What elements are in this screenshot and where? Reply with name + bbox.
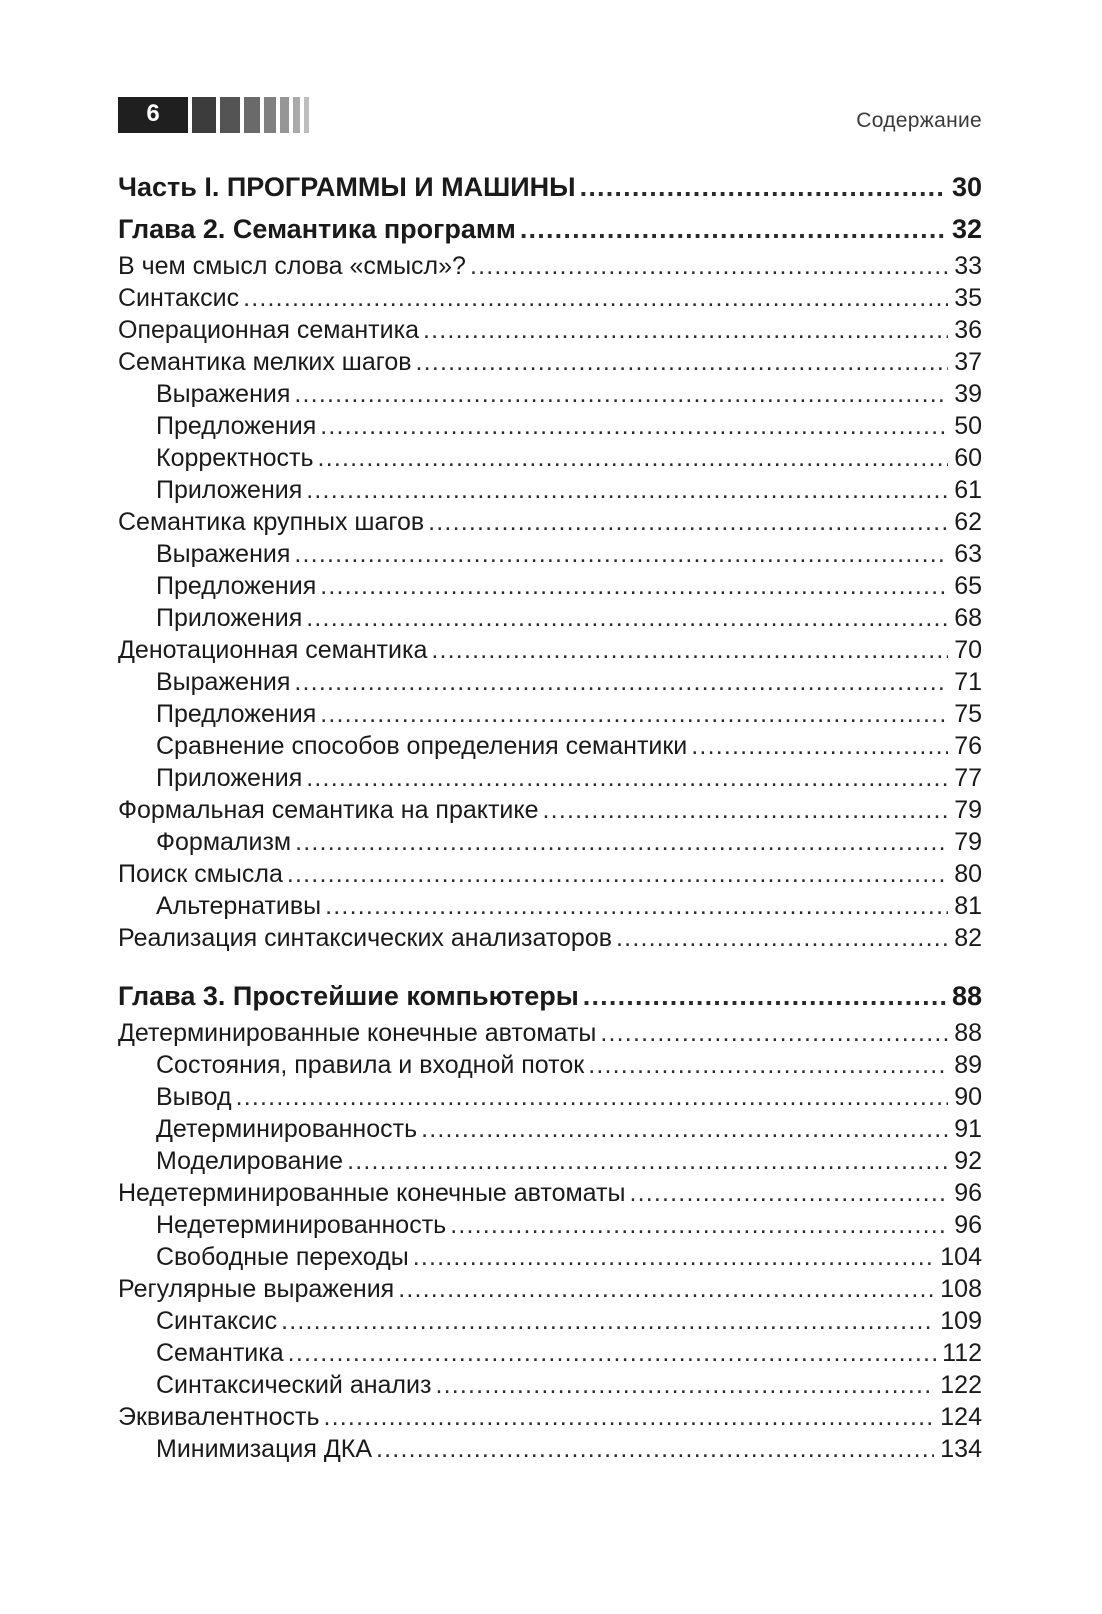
decorative-bar bbox=[293, 97, 300, 133]
dot-leader bbox=[288, 1337, 936, 1369]
toc-entry-page: 75 bbox=[954, 700, 982, 728]
toc-entry-title: Состояния, правила и входной поток bbox=[156, 1051, 585, 1079]
dot-leader bbox=[325, 890, 948, 922]
toc-entry-title: Выражения bbox=[156, 668, 291, 696]
toc-entry-title: Семантика крупных шагов bbox=[118, 508, 425, 536]
dot-leader bbox=[295, 826, 948, 858]
toc-entry[interactable] bbox=[118, 1369, 982, 1401]
decorative-bar bbox=[280, 97, 289, 133]
page-header bbox=[118, 97, 982, 133]
toc-entry-title: Реализация синтаксических анализаторов bbox=[118, 924, 613, 952]
dot-leader bbox=[580, 166, 946, 208]
dot-leader bbox=[320, 570, 948, 602]
toc-entry-title: Семантика bbox=[156, 1339, 284, 1367]
toc-entry-page: 109 bbox=[940, 1307, 982, 1335]
dot-leader bbox=[347, 1145, 948, 1177]
dot-leader bbox=[431, 634, 948, 666]
toc-entry-page: 71 bbox=[954, 668, 982, 696]
toc-entry-page: 70 bbox=[954, 636, 982, 664]
dot-leader bbox=[421, 1113, 948, 1145]
toc-entry-page: 62 bbox=[954, 508, 982, 536]
decorative-bar bbox=[192, 97, 216, 133]
toc-entry-page: 79 bbox=[954, 828, 982, 856]
dot-leader bbox=[470, 250, 948, 282]
toc-entry[interactable] bbox=[118, 1241, 982, 1273]
dot-leader bbox=[520, 208, 946, 250]
toc-entry[interactable] bbox=[118, 890, 982, 922]
dot-leader bbox=[398, 1273, 934, 1305]
toc-entry[interactable] bbox=[118, 474, 982, 506]
toc-entry-page: 79 bbox=[954, 796, 982, 824]
dot-leader bbox=[294, 378, 948, 410]
toc-chapter-entry[interactable] bbox=[118, 166, 982, 208]
toc-entry[interactable] bbox=[118, 922, 982, 954]
toc-entry-title: Недетерминированность bbox=[156, 1211, 447, 1239]
toc-entry[interactable] bbox=[118, 730, 982, 762]
toc-entry-title: Регулярные выражения bbox=[118, 1275, 395, 1303]
dot-leader bbox=[413, 1241, 935, 1273]
toc-entry-title: Корректность bbox=[156, 444, 314, 472]
dot-leader bbox=[435, 1369, 934, 1401]
toc-entry-page: 124 bbox=[940, 1403, 982, 1431]
toc-entry-title: Часть I. ПРОГРАММЫ И МАШИНЫ bbox=[118, 172, 576, 202]
toc-entry-page: 122 bbox=[940, 1371, 982, 1399]
toc-entry-page: 32 bbox=[951, 214, 982, 244]
toc-entry-title: Эквивалентность bbox=[118, 1403, 320, 1431]
toc-entry-title: Приложения bbox=[156, 604, 303, 632]
toc-chapter-entry[interactable] bbox=[118, 208, 982, 250]
toc-entry[interactable] bbox=[118, 698, 982, 730]
toc-entry[interactable] bbox=[118, 666, 982, 698]
toc-entry[interactable] bbox=[118, 314, 982, 346]
toc-entry-title: Формальная семантика на практике bbox=[118, 796, 539, 824]
dot-leader bbox=[428, 506, 948, 538]
dot-leader bbox=[423, 314, 948, 346]
dot-leader bbox=[236, 1081, 949, 1113]
toc-entry[interactable] bbox=[118, 826, 982, 858]
dot-leader bbox=[306, 602, 948, 634]
toc-entry-page: 37 bbox=[954, 348, 982, 376]
toc-entry-title: Выражения bbox=[156, 540, 291, 568]
toc-entry-title: Предложения bbox=[156, 412, 317, 440]
toc-entry[interactable] bbox=[118, 250, 982, 282]
toc-entry-page: 50 bbox=[954, 412, 982, 440]
toc-entry[interactable] bbox=[118, 1113, 982, 1145]
toc-entry-title: Альтернативы bbox=[156, 892, 322, 920]
toc-entry-title: Выражения bbox=[156, 380, 291, 408]
dot-leader bbox=[324, 1401, 935, 1433]
toc-entry-page: 36 bbox=[954, 316, 982, 344]
toc-entry-title: Сравнение способов определения семантики bbox=[156, 732, 688, 760]
decorative-bar bbox=[304, 97, 309, 133]
toc-entry-title: Свободные переходы bbox=[156, 1243, 409, 1271]
table-of-contents bbox=[118, 166, 982, 1465]
toc-entry-page: 39 bbox=[954, 380, 982, 408]
toc-entry-page: 88 bbox=[954, 1019, 982, 1047]
toc-entry[interactable] bbox=[118, 378, 982, 410]
toc-entry-title: Детерминированные конечные автоматы bbox=[118, 1019, 597, 1047]
toc-entry[interactable] bbox=[118, 1049, 982, 1081]
toc-entry[interactable] bbox=[118, 1081, 982, 1113]
section-gap bbox=[118, 954, 982, 975]
toc-entry-page: 63 bbox=[954, 540, 982, 568]
dot-leader bbox=[600, 1017, 948, 1049]
toc-entry-page: 108 bbox=[940, 1275, 982, 1303]
toc-entry[interactable] bbox=[118, 442, 982, 474]
dot-leader bbox=[294, 538, 948, 570]
toc-entry[interactable] bbox=[118, 1209, 982, 1241]
toc-entry-page: 96 bbox=[954, 1211, 982, 1239]
toc-entry-title: Недетерминированные конечные автоматы bbox=[118, 1179, 626, 1207]
decorative-bars bbox=[192, 97, 313, 133]
toc-entry[interactable] bbox=[118, 794, 982, 826]
toc-entry-title: Глава 3. Простейшие компьютеры bbox=[118, 981, 579, 1011]
toc-entry-page: 68 bbox=[954, 604, 982, 632]
toc-entry-page: 112 bbox=[942, 1339, 982, 1367]
toc-entry-page: 88 bbox=[951, 981, 982, 1011]
toc-entry-title: Детерминированность bbox=[156, 1115, 418, 1143]
toc-entry-title: Моделирование bbox=[156, 1147, 344, 1175]
toc-entry[interactable] bbox=[118, 762, 982, 794]
dot-leader bbox=[543, 794, 949, 826]
toc-entry[interactable] bbox=[118, 602, 982, 634]
toc-entry-page: 61 bbox=[954, 476, 982, 504]
toc-entry-title: Предложения bbox=[156, 700, 317, 728]
dot-leader bbox=[306, 474, 948, 506]
toc-entry[interactable] bbox=[118, 410, 982, 442]
toc-entry-title: Предложения bbox=[156, 572, 317, 600]
toc-entry[interactable] bbox=[118, 1145, 982, 1177]
toc-entry-title: Глава 2. Семантика программ bbox=[118, 214, 516, 244]
toc-entry-title: Минимизация ДКА bbox=[156, 1435, 373, 1463]
toc-entry-title: Синтаксис bbox=[118, 284, 240, 312]
toc-entry[interactable] bbox=[118, 570, 982, 602]
toc-entry-title: В чем смысл слова «смысл»? bbox=[118, 252, 466, 280]
dot-leader bbox=[376, 1433, 934, 1465]
toc-entry-page: 82 bbox=[954, 924, 982, 952]
dot-leader bbox=[629, 1177, 948, 1209]
toc-entry[interactable] bbox=[118, 1177, 982, 1209]
dot-leader bbox=[294, 666, 948, 698]
toc-entry[interactable] bbox=[118, 1433, 982, 1465]
toc-entry-page: 90 bbox=[954, 1083, 982, 1111]
toc-entry-page: 60 bbox=[954, 444, 982, 472]
page-number: 6 bbox=[118, 97, 188, 133]
toc-entry-page: 80 bbox=[954, 860, 982, 888]
toc-entry-title: Поиск смысла bbox=[118, 860, 283, 888]
toc-entry-page: 96 bbox=[954, 1179, 982, 1207]
toc-entry-page: 77 bbox=[954, 764, 982, 792]
dot-leader bbox=[320, 698, 948, 730]
toc-entry-page: 30 bbox=[951, 172, 982, 202]
toc-entry-page: 104 bbox=[940, 1243, 982, 1271]
toc-entry-title: Вывод bbox=[156, 1083, 232, 1111]
toc-entry-title: Денотационная семантика bbox=[118, 636, 428, 664]
toc-entry-title: Приложения bbox=[156, 476, 303, 504]
toc-entry[interactable] bbox=[118, 1305, 982, 1337]
toc-entry-title: Приложения bbox=[156, 764, 303, 792]
toc-entry[interactable] bbox=[118, 1017, 982, 1049]
toc-entry-page: 91 bbox=[954, 1115, 982, 1143]
toc-entry-page: 92 bbox=[954, 1147, 982, 1175]
toc-entry[interactable] bbox=[118, 1273, 982, 1305]
dot-leader bbox=[583, 975, 946, 1017]
toc-entry-page: 76 bbox=[954, 732, 982, 760]
running-title: Содержание bbox=[856, 109, 982, 132]
dot-leader bbox=[287, 858, 948, 890]
toc-entry-page: 35 bbox=[954, 284, 982, 312]
toc-entry[interactable] bbox=[118, 858, 982, 890]
dot-leader bbox=[416, 346, 949, 378]
decorative-bar bbox=[220, 97, 240, 133]
toc-entry[interactable] bbox=[118, 506, 982, 538]
decorative-bar bbox=[264, 97, 276, 133]
dot-leader bbox=[616, 922, 948, 954]
toc-entry[interactable] bbox=[118, 1401, 982, 1433]
toc-entry-page: 81 bbox=[954, 892, 982, 920]
dot-leader bbox=[306, 762, 948, 794]
toc-entry-title: Синтаксис bbox=[156, 1307, 278, 1335]
dot-leader bbox=[588, 1049, 948, 1081]
dot-leader bbox=[243, 282, 948, 314]
dot-leader bbox=[691, 730, 948, 762]
toc-entry-page: 65 bbox=[954, 572, 982, 600]
toc-entry[interactable] bbox=[118, 634, 982, 666]
toc-entry[interactable] bbox=[118, 282, 982, 314]
toc-entry-title: Операционная семантика bbox=[118, 316, 419, 344]
toc-entry-page: 134 bbox=[940, 1435, 982, 1463]
dot-leader bbox=[320, 410, 948, 442]
toc-entry-title: Семантика мелких шагов bbox=[118, 348, 412, 376]
toc-entry-title: Синтаксический анализ bbox=[156, 1371, 432, 1399]
toc-chapter-entry[interactable] bbox=[118, 975, 982, 1017]
toc-entry-page: 33 bbox=[954, 252, 982, 280]
dot-leader bbox=[318, 442, 949, 474]
toc-entry-page: 89 bbox=[954, 1051, 982, 1079]
dot-leader bbox=[281, 1305, 934, 1337]
toc-entry[interactable] bbox=[118, 1337, 982, 1369]
toc-entry-title: Формализм bbox=[156, 828, 292, 856]
toc-entry[interactable] bbox=[118, 538, 982, 570]
dot-leader bbox=[450, 1209, 948, 1241]
decorative-bar bbox=[244, 97, 260, 133]
toc-entry[interactable] bbox=[118, 346, 982, 378]
